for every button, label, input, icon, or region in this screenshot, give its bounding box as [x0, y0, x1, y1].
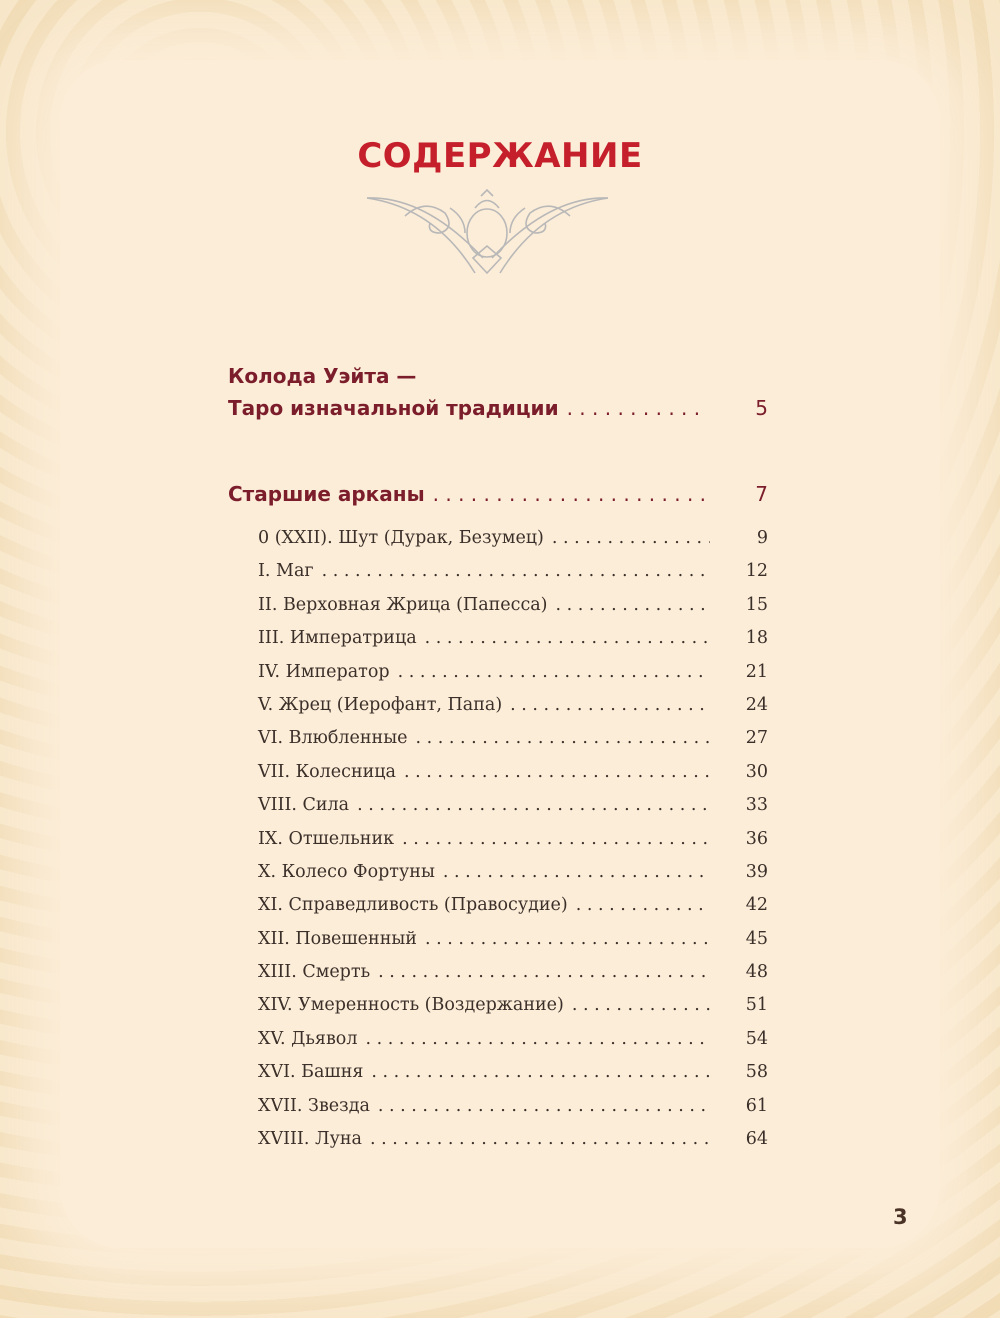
toc-entry[interactable] — [258, 595, 768, 628]
toc-entry[interactable] — [258, 862, 768, 895]
toc-entry-label: I. Маг — [258, 561, 314, 582]
toc-entry[interactable] — [258, 895, 768, 928]
toc-entry-label: IV. Император — [258, 661, 390, 682]
toc-page-number: 48 — [745, 962, 768, 983]
dot-leader — [378, 962, 710, 982]
dot-leader — [425, 929, 710, 949]
toc-page-number: 27 — [745, 728, 768, 749]
toc-intro-line1: Колода Уэйта — — [228, 364, 417, 388]
toc-entry-label: IX. Отшельник — [258, 828, 395, 849]
dot-leader — [552, 528, 710, 548]
dot-leader — [378, 1096, 710, 1116]
toc-page-number: 7 — [755, 482, 768, 506]
toc-page-number: 33 — [745, 795, 768, 816]
toc-entry[interactable] — [258, 662, 768, 695]
toc-entry[interactable] — [258, 1096, 768, 1129]
toc-entry[interactable] — [258, 995, 768, 1028]
dot-leader — [425, 628, 710, 648]
toc-entry[interactable] — [258, 1029, 768, 1062]
toc-page-number: 12 — [745, 561, 768, 582]
page-number: 3 — [893, 1205, 908, 1229]
dot-leader — [572, 995, 710, 1015]
dot-leader — [567, 396, 708, 420]
toc-page-number: 54 — [745, 1028, 768, 1049]
toc-entry-label: XIV. Умеренность (Воздержание) — [258, 995, 564, 1016]
toc-entry-label: 0 (XXII). Шут (Дурак, Безумец) — [258, 528, 544, 548]
toc-page-number: 30 — [745, 761, 768, 782]
toc-page-number: 24 — [745, 694, 768, 715]
toc-page-number: 9 — [756, 528, 768, 548]
dot-leader — [402, 829, 710, 849]
dot-leader — [398, 662, 710, 682]
dot-leader — [370, 1129, 710, 1149]
toc-entry-label: VIII. Сила — [258, 795, 350, 816]
toc-entry[interactable] — [258, 962, 768, 995]
toc-entry[interactable] — [258, 929, 768, 962]
toc-page-number: 21 — [745, 661, 768, 682]
toc-entry[interactable] — [258, 795, 768, 828]
toc-page-number: 5 — [755, 396, 768, 420]
toc-entry-label: XVI. Башня — [258, 1062, 364, 1083]
dot-leader — [365, 1029, 710, 1049]
toc-page-number: 64 — [745, 1129, 768, 1150]
toc-entry-label: VI. Влюбленные — [258, 728, 408, 749]
toc-entry-label: X. Колесо Фортуны — [258, 861, 435, 882]
toc-entry[interactable] — [258, 528, 768, 561]
toc-entry-label: XI. Справедливость (Правосудие) — [258, 895, 568, 916]
toc-page-number: 18 — [745, 628, 768, 649]
toc-entry[interactable] — [258, 1062, 768, 1095]
toc-entry-label: XV. Дьявол — [258, 1028, 358, 1049]
toc-entry[interactable] — [258, 628, 768, 661]
toc-entry-label: XVIII. Луна — [258, 1129, 362, 1150]
toc-entry[interactable] — [258, 829, 768, 862]
toc-entry[interactable] — [258, 561, 768, 594]
toc-entry[interactable] — [258, 695, 768, 728]
toc-page-number: 61 — [745, 1095, 768, 1116]
toc-entry[interactable] — [258, 762, 768, 795]
toc-page-number: 45 — [745, 928, 768, 949]
dot-leader — [371, 1062, 710, 1082]
toc-entry[interactable] — [258, 728, 768, 761]
dot-leader — [443, 862, 710, 882]
toc-entries — [258, 528, 768, 1162]
toc-entry-label: III. Императрица — [258, 628, 417, 649]
toc-entry-label: II. Верховная Жрица (Папесса) — [258, 594, 548, 615]
toc-section-major-arcana[interactable] — [228, 482, 768, 506]
dot-leader — [357, 795, 710, 815]
toc-page-number: 51 — [745, 995, 768, 1016]
dot-leader — [416, 728, 710, 748]
toc-page-number: 42 — [745, 895, 768, 916]
dot-leader — [322, 561, 710, 581]
toc-entry[interactable] — [258, 1129, 768, 1162]
dot-leader — [576, 895, 710, 915]
toc-page-number: 58 — [745, 1062, 768, 1083]
ornament-divider-icon — [365, 188, 610, 278]
toc-page-number: 15 — [745, 594, 768, 615]
toc-entry-label: VII. Колесница — [258, 761, 396, 782]
toc-page-number: 36 — [745, 828, 768, 849]
dot-leader — [404, 762, 710, 782]
toc-section-intro[interactable] — [228, 364, 768, 420]
dot-leader — [510, 695, 710, 715]
toc-entry-label: XII. Повешенный — [258, 928, 417, 949]
toc-intro-line2: Таро изначальной традиции — [228, 396, 559, 420]
toc-entry-label: XIII. Смерть — [258, 962, 371, 983]
page-title: СОДЕРЖАНИЕ — [357, 136, 643, 176]
toc-section-label: Старшие арканы — [228, 482, 425, 506]
dot-leader — [556, 595, 710, 615]
dot-leader — [433, 482, 708, 506]
toc-page-number: 39 — [745, 861, 768, 882]
toc-entry-label: V. Жрец (Иерофант, Папа) — [258, 694, 503, 715]
toc-entry-label: XVII. Звезда — [258, 1095, 370, 1116]
